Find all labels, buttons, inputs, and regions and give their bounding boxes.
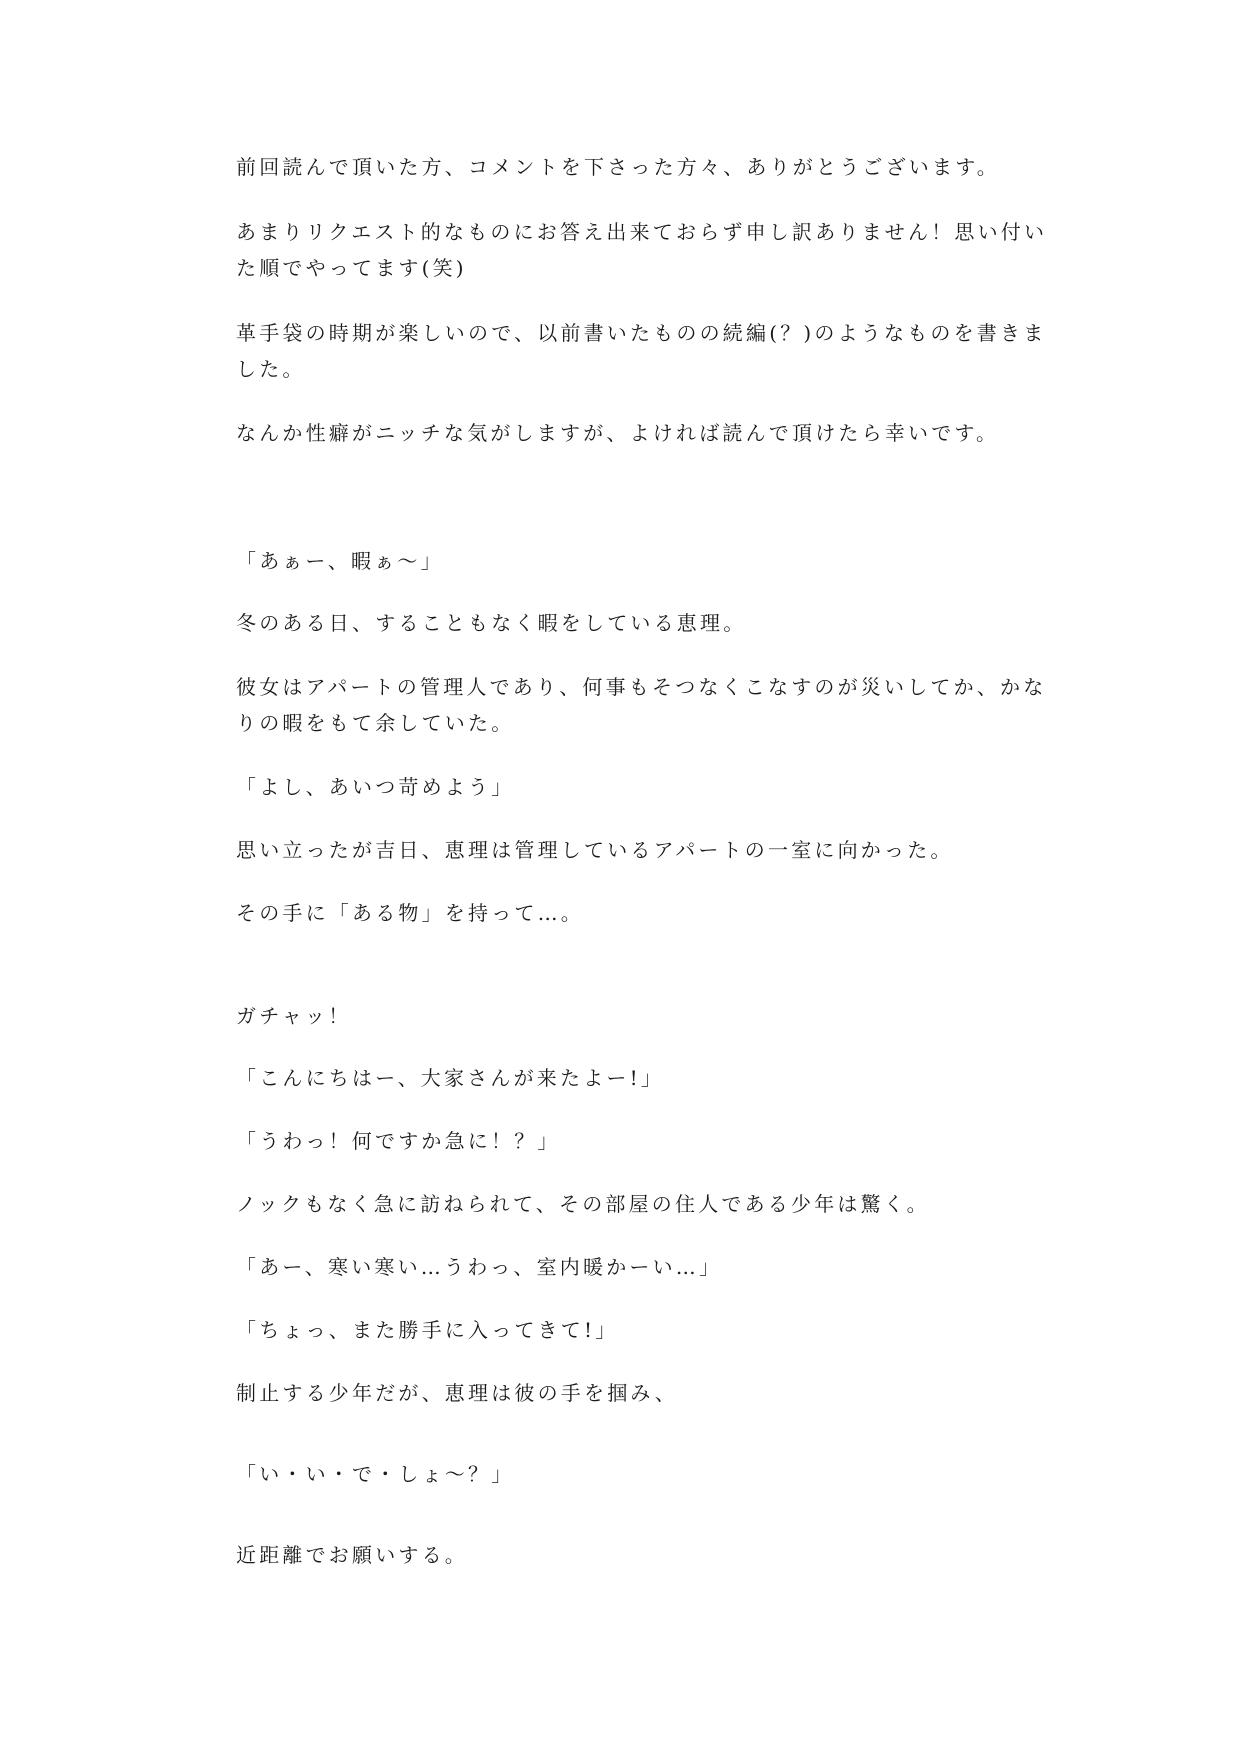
text-line: 「ちょっ、また勝手に入ってきて!」 [236, 1318, 619, 1342]
text-line: た順でやってます(笑) [236, 256, 467, 280]
text-line: した。 [236, 357, 306, 381]
text-line: ガチャッ！ [236, 1004, 352, 1028]
text-line: 「こんにちはー、大家さんが来たよー!」 [236, 1066, 665, 1090]
text-line: ノックもなく急に訪ねられて、その部屋の住人である少年は驚く。 [236, 1192, 930, 1216]
text-line: 制止する少年だが、恵理は彼の手を掴み、 [236, 1381, 678, 1405]
text-line: なんか性癖がニッチな気がしますが、よければ読んで頂けたら幸いです。 [236, 421, 1000, 445]
text-line: あまりリクエスト的なものにお答え出来ておらず申し訳ありません！思い付い [236, 220, 1048, 244]
text-line: 「い・い・で・しょ～？」 [236, 1462, 515, 1486]
text-line: りの暇をもて余していた。 [236, 711, 515, 735]
text-line: 「あぁー、暇ぁ～」 [236, 549, 444, 573]
text-line: 「うわっ！何ですか急に！？」 [236, 1129, 561, 1153]
text-line: 彼女はアパートの管理人であり、何事もそつなくこなすのが災いしてか、かな [236, 675, 1047, 699]
text-line: 前回読んで頂いた方、コメントを下さった方々、ありがとうございます。 [236, 155, 1000, 179]
text-line: その手に「ある物」を持って…。 [236, 901, 584, 925]
text-line: 近距離でお願いする。 [236, 1543, 468, 1567]
text-line: 思い立ったが吉日、恵理は管理しているアパートの一室に向かった。 [236, 838, 954, 862]
text-line: 「よし、あいつ苛めよう」 [236, 775, 515, 799]
text-line: 革手袋の時期が楽しいので、以前書いたものの続編(？)のようなものを書きま [236, 321, 1047, 345]
text-line: 冬のある日、することもなく暇をしている恵理。 [236, 611, 747, 635]
text-line: 「あー、寒い寒い…うわっ、室内暖かーい…」 [236, 1255, 723, 1279]
